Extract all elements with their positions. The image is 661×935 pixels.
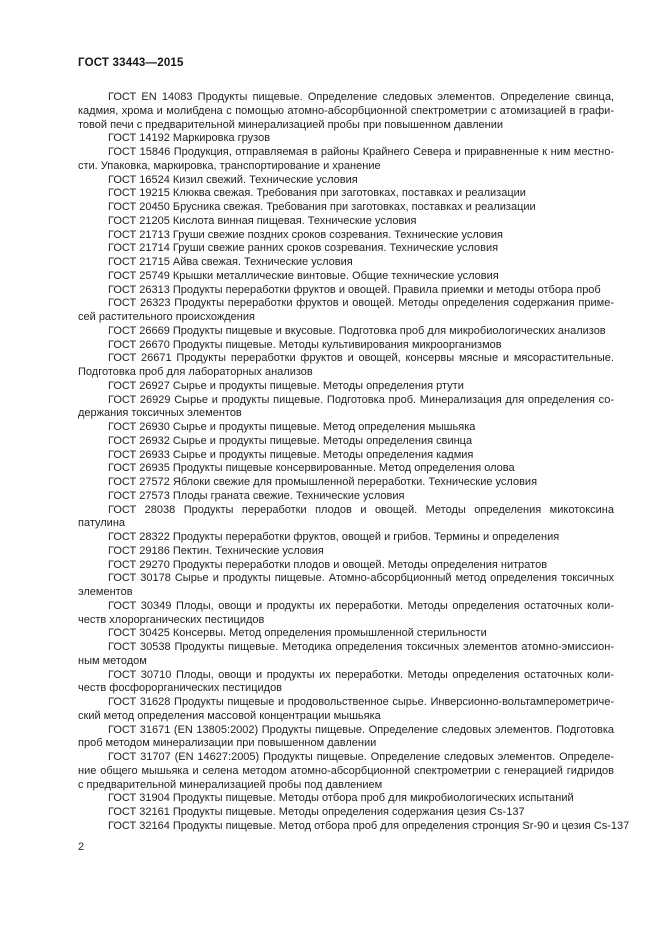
document-header: ГОСТ 33443—2015 (78, 57, 184, 69)
text-line: кадмия, хрома и молибдена с помощью атомно-абсорбционной спектрометрии с атомизацией в графи- (78, 104, 614, 117)
text-line: ГОСТ 30425 Консервы. Метод определения промышленной стерильности (108, 627, 487, 640)
text-line: ГОСТ 26930 Сырье и продукты пищевые. Метод определения мышьяка (108, 421, 476, 433)
text-line: ГОСТ 30178 Сырье и продукты пищевые. Атомно-абсорбционный метод определения токсичных (108, 572, 614, 585)
text-line: ГОСТ 15846 Продукция, отправляемая в районы Крайнего Севера и приравненные к ним местно- (108, 146, 614, 158)
text-line: ГОСТ 19215 Клюква свежая. Требования при заготовках, поставках и реализации (108, 187, 526, 200)
text-line: честв хлорорганических пестицидов (78, 613, 265, 626)
text-line: ГОСТ 16524 Кизил свежий. Технические условия (108, 173, 358, 186)
text-line: товой печи с предварительной минерализацией пробы при повышенном давлении (78, 118, 503, 131)
text-line: ГОСТ 31671 (EN 13805:2002) Продукты пищевые. Определение следовых элементов. Подготовка (108, 723, 614, 736)
text-line: ГОСТ 29270 Продукты переработки плодов и овощей. Методы определения нитратов (108, 558, 548, 571)
text-line: ГОСТ 26927 Сырье и продукты пищевые. Методы определения ртути (108, 379, 464, 392)
text-line: ГОСТ 21714 Груши свежие ранних сроков созревания. Технические условия (108, 242, 499, 255)
text-line: проб методом минерализации при повышенном давлении (78, 737, 377, 750)
text-line: ГОСТ 26671 Продукты переработки фруктов и овощей, консервы мясные и мясорастительные. (108, 352, 614, 365)
text-line: ГОСТ EN 14083 Продукты пищевые. Определение следовых элементов. Определение свинца, (108, 91, 614, 103)
text-line: ГОСТ 30349 Плоды, овощи и продукты их переработки. Методы определения остаточных коли- (108, 599, 614, 612)
text-line: сти. Упаковка, маркировка, транспортирование и хранение (78, 159, 381, 172)
text-line: честв фосфорорганических пестицидов (78, 682, 283, 695)
text-line: ГОСТ 21715 Айва свежая. Технические условия (108, 256, 353, 268)
text-line: ГОСТ 26933 Сырье и продукты пищевые. Методы определения кадмия (108, 448, 474, 461)
text-line: ГОСТ 26935 Продукты пищевые консервированные. Метод определения олова (108, 462, 515, 475)
text-line: Подготовка проб для лабораторных анализов (78, 366, 313, 378)
text-line: ГОСТ 21713 Груши свежие поздних сроков созревания. Технические условия (108, 228, 503, 241)
text-line: ГОСТ 26669 Продукты пищевые и вкусовые. Подготовка проб для микробиологических анализов (108, 324, 606, 337)
text-line: элементов (78, 586, 133, 598)
text-line: ГОСТ 30710 Плоды, овощи и продукты их переработки. Методы определения остаточных коли- (108, 668, 614, 681)
text-line: патулина (78, 517, 126, 530)
text-line: ГОСТ 29186 Пектин. Технические условия (108, 544, 324, 557)
text-line: ГОСТ 27573 Плоды граната свежие. Технические условия (108, 489, 405, 502)
text-line: ние общего мышьяка и селена методом атомно-абсорбционной спектрометрии с генерацией гидридов (78, 764, 614, 777)
text-line: ГОСТ 26313 Продукты переработки фруктов и овощей. Правила приемки и методы отбора проб (108, 283, 601, 296)
text-line: ГОСТ 20450 Брусника свежая. Требования при заготовках, поставках и реализации (108, 201, 536, 213)
standards-list (78, 91, 630, 834)
text-line: ГОСТ 28322 Продукты переработки фруктов, овощей и грибов. Термины и определения (108, 531, 560, 543)
text-line: ГОСТ 31904 Продукты пищевые. Методы отбора проб для микробиологических испытаний (108, 792, 574, 805)
page-number: 2 (78, 841, 85, 853)
text-line: ГОСТ 27572 Яблоки свежие для промышленной переработки. Технические условия (108, 476, 538, 488)
text-line: ГОСТ 26929 Сырье и продукты пищевые. Подготовка проб. Минерализация для определения со- (108, 393, 614, 406)
text-line: ным методом (78, 654, 147, 667)
text-line: ГОСТ 21205 Кислота винная пищевая. Технические условия (108, 214, 417, 227)
text-line: ГОСТ 14192 Маркировка грузов (108, 132, 271, 145)
text-line: ГОСТ 32164 Продукты пищевые. Метод отбора проб для определения стронция Sr-90 и цезия Cs-137 (108, 819, 630, 832)
text-line: держания токсичных элементов (78, 407, 242, 420)
text-line: ГОСТ 28038 Продукты переработки плодов и овощей. Методы определения микотоксина (108, 503, 614, 516)
text-line: с предварительной минерализацией пробы под давлением (78, 778, 383, 791)
text-line: ГОСТ 31628 Продукты пищевые и продовольственное сырье. Инверсионно-вольтамперометриче- (108, 696, 614, 708)
text-line: ГОСТ 26932 Сырье и продукты пищевые. Методы определения свинца (108, 434, 473, 447)
text-line: ГОСТ 25749 Крышки металлические винтовые. Общие технические условия (108, 269, 499, 282)
text-line: сей растительного происхождения (78, 311, 255, 323)
text-line: ский метод определения массовой концентрации мышьяка (78, 709, 381, 722)
text-line: ГОСТ 30538 Продукты пищевые. Методика определения токсичных элементов атомно-эмиссион- (108, 641, 614, 653)
text-line: ГОСТ 32161 Продукты пищевые. Методы определения содержания цезия Cs-137 (108, 806, 525, 818)
text-line: ГОСТ 31707 (EN 14627:2005) Продукты пищевые. Определение следовых элементов. Определе- (108, 751, 614, 763)
text-line: ГОСТ 26323 Продукты переработки фруктов и овощей. Методы определения содержания приме- (108, 297, 614, 310)
text-line: ГОСТ 26670 Продукты пищевые. Методы культивирования микроорганизмов (108, 338, 502, 351)
